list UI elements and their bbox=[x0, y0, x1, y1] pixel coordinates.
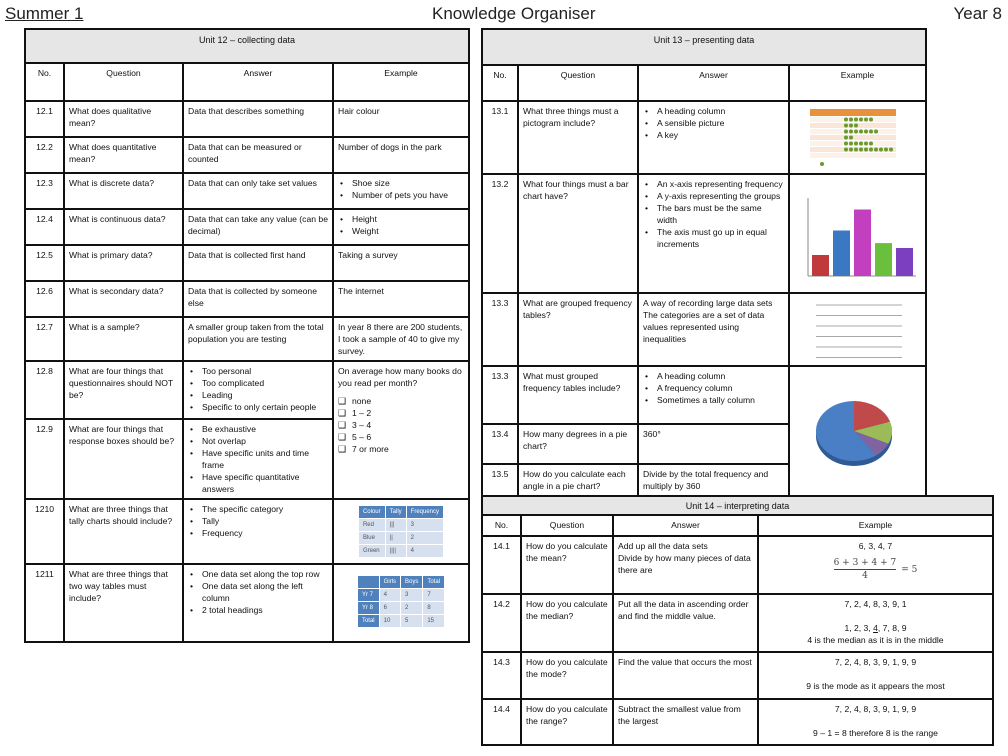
survey-question: On average how many books do you read per month? bbox=[338, 366, 462, 388]
answer bbox=[183, 361, 333, 419]
row-number: 12.2 bbox=[25, 137, 64, 173]
answer-text: 360° bbox=[643, 429, 661, 439]
row-number: 13.4 bbox=[482, 424, 518, 464]
row-number: 1211 bbox=[25, 564, 64, 642]
question: How many degrees in a pie chart? bbox=[518, 424, 638, 464]
column-header: Question bbox=[521, 515, 613, 536]
answer-text-list bbox=[643, 370, 784, 406]
pie-chart-image bbox=[794, 381, 924, 481]
example bbox=[333, 317, 469, 361]
example-data: 7, 2, 4, 8, 3, 9, 1, 9, 9 bbox=[834, 657, 917, 667]
table-row bbox=[25, 245, 469, 281]
two-way-table-cell: 5 bbox=[401, 615, 422, 627]
example-explanation: 9 is the mode as it appears the most bbox=[806, 681, 945, 691]
survey-option-checkbox: ❑ 1 – 2 bbox=[338, 407, 464, 419]
answer-text-list bbox=[188, 503, 328, 539]
column-header: No. bbox=[482, 515, 521, 536]
table-row bbox=[482, 366, 926, 424]
answer bbox=[638, 101, 789, 174]
answer-text-item: • The bars must be the same width bbox=[643, 202, 784, 226]
pictogram-symbol bbox=[869, 148, 873, 152]
answer-text-item: • Leading bbox=[188, 389, 328, 401]
example bbox=[758, 594, 993, 652]
unit14-title: Unit 14 – interpreting data bbox=[481, 495, 994, 516]
two-way-table-cell: Girls bbox=[380, 576, 400, 588]
unit13-title: Unit 13 – presenting data bbox=[481, 28, 927, 66]
pictogram-symbol bbox=[849, 148, 853, 152]
answer bbox=[183, 281, 333, 317]
tally-table-cell: ||| bbox=[386, 519, 406, 531]
example-pie-chart bbox=[789, 366, 926, 498]
row-number: 13.3 bbox=[482, 366, 518, 424]
example-two-way-table bbox=[333, 564, 469, 642]
two-way-table-row bbox=[358, 589, 444, 601]
pictogram-symbol bbox=[859, 148, 863, 152]
term-label: Summer 1 bbox=[5, 4, 84, 23]
bar bbox=[875, 243, 892, 276]
two-way-table-row bbox=[358, 576, 444, 588]
example-grouped-frequency-table bbox=[789, 293, 926, 366]
pictogram-symbol bbox=[889, 148, 893, 152]
pictogram-symbol bbox=[849, 124, 853, 128]
bar bbox=[812, 255, 829, 276]
year-label: Year 8 bbox=[953, 4, 1002, 23]
row-number: 12.9 bbox=[25, 419, 64, 499]
answer-text-item: • The specific category bbox=[188, 503, 328, 515]
tally-table-cell: || bbox=[386, 532, 406, 544]
row-number: 12.7 bbox=[25, 317, 64, 361]
question: What is primary data? bbox=[64, 245, 183, 281]
example-text-item: • Weight bbox=[338, 225, 464, 237]
example-text: In year 8 there are 200 students, I took a sample of 40 to give my survey. bbox=[338, 322, 463, 356]
example-explanation: 9 – 1 = 8 therefore 8 is the range bbox=[813, 728, 938, 738]
answer-text-item: • An x-axis representing frequency bbox=[643, 178, 784, 190]
question: How do you calculate each angle in a pie chart? bbox=[518, 464, 638, 498]
column-header: No. bbox=[25, 63, 64, 101]
answer-text: Data that is collected first hand bbox=[188, 250, 306, 260]
answer-text: A way of recording large data sets The categories are a set of data values represented using inequalities bbox=[643, 298, 773, 344]
two-way-table-cell: 10 bbox=[380, 615, 400, 627]
two-way-table-cell: Yr 7 bbox=[358, 589, 379, 601]
table-row bbox=[482, 594, 993, 652]
mean-formula bbox=[834, 557, 918, 582]
answer-text-list bbox=[188, 568, 328, 616]
answer bbox=[183, 101, 333, 137]
answer-text-item: • A frequency column bbox=[643, 382, 784, 394]
pictogram-symbol bbox=[854, 124, 858, 128]
question: What must grouped frequency tables include? bbox=[518, 366, 638, 424]
answer-text-item: • Sometimes a tally column bbox=[643, 394, 784, 406]
row-number: 14.3 bbox=[482, 652, 521, 699]
column-header: Answer bbox=[613, 515, 758, 536]
row-number: 13.3 bbox=[482, 293, 518, 366]
answer bbox=[183, 245, 333, 281]
table-row bbox=[25, 173, 469, 209]
answer bbox=[183, 499, 333, 564]
answer-text-item: • 2 total headings bbox=[188, 604, 328, 616]
tally-table-cell: Green bbox=[359, 545, 385, 557]
row-number: 12.8 bbox=[25, 361, 64, 419]
bar-chart-image bbox=[794, 178, 924, 286]
survey-options bbox=[338, 395, 464, 455]
answer bbox=[638, 293, 789, 366]
example-text-list bbox=[338, 213, 464, 237]
tally-table-cell: Colour bbox=[359, 506, 385, 518]
page-title: Knowledge Organiser bbox=[432, 4, 596, 23]
answer-text-item: • A heading column bbox=[643, 105, 784, 117]
survey-option-checkbox: ❑ 3 – 4 bbox=[338, 419, 464, 431]
pictogram-symbol bbox=[859, 130, 863, 134]
header-row bbox=[482, 515, 993, 536]
table-row bbox=[25, 281, 469, 317]
denominator: 4 bbox=[862, 571, 868, 581]
answer-text-item: • A y-axis representing the groups bbox=[643, 190, 784, 202]
answer-text: Data that describes something bbox=[188, 106, 305, 116]
pictogram-image bbox=[794, 105, 924, 167]
result: = 5 bbox=[901, 564, 918, 575]
question: What is secondary data? bbox=[64, 281, 183, 317]
answer-text: Find the value that occurs the most bbox=[618, 657, 752, 667]
row-number: 14.4 bbox=[482, 699, 521, 745]
answer bbox=[638, 464, 789, 498]
pictogram-symbol bbox=[844, 130, 848, 134]
example-text: The internet bbox=[338, 286, 384, 296]
question: How do you calculate the mean? bbox=[521, 536, 613, 594]
two-way-table-row bbox=[358, 615, 444, 627]
pictogram-symbol bbox=[844, 124, 848, 128]
example-explanation: 4 is the median as it is in the middle bbox=[807, 635, 944, 645]
answer-text: Put all the data in ascending order and find the middle value. bbox=[618, 599, 749, 621]
row-number: 1210 bbox=[25, 499, 64, 564]
column-header: Answer bbox=[183, 63, 333, 101]
example bbox=[333, 173, 469, 209]
tally-table-cell: 3 bbox=[407, 519, 443, 531]
two-way-table-cell: 7 bbox=[423, 589, 444, 601]
answer-text-item: • Too personal bbox=[188, 365, 328, 377]
question: What does qualitative mean? bbox=[64, 101, 183, 137]
question: What are four things that questionnaires should NOT be? bbox=[64, 361, 183, 419]
answer bbox=[613, 594, 758, 652]
tally-table-row bbox=[359, 506, 443, 518]
table-row bbox=[482, 174, 926, 293]
answer-text-item: • Have specific units and time frame bbox=[188, 447, 328, 471]
bar bbox=[854, 210, 871, 277]
table-row bbox=[25, 137, 469, 173]
answer bbox=[183, 564, 333, 642]
tally-table-cell: Frequency bbox=[407, 506, 443, 518]
answer-text: Add up all the data sets Divide by how many pieces of data there are bbox=[618, 541, 751, 575]
two-way-table-cell: 6 bbox=[380, 602, 400, 614]
column-header: Example bbox=[758, 515, 993, 536]
answer-text-list bbox=[188, 365, 328, 413]
pictogram-symbol bbox=[854, 148, 858, 152]
table-row bbox=[25, 101, 469, 137]
answer bbox=[183, 209, 333, 245]
answer-text-item: • Frequency bbox=[188, 527, 328, 539]
pictogram-symbol bbox=[844, 148, 848, 152]
example-text-list bbox=[338, 177, 464, 201]
table-row bbox=[482, 293, 926, 366]
example-text-item: • Number of pets you have bbox=[338, 189, 464, 201]
example-pictogram bbox=[789, 101, 926, 174]
row-number: 12.6 bbox=[25, 281, 64, 317]
column-header: Example bbox=[789, 65, 926, 101]
pictogram-symbol bbox=[859, 118, 863, 122]
table-row bbox=[482, 536, 993, 594]
answer-text: A smaller group taken from the total population you are testing bbox=[188, 322, 324, 344]
table-row bbox=[25, 564, 469, 642]
column-header: No. bbox=[482, 65, 518, 101]
example-data: 6, 3, 4, 7 bbox=[858, 541, 893, 551]
tally-table-cell: |||| bbox=[386, 545, 406, 557]
answer-text-item: • Not overlap bbox=[188, 435, 328, 447]
answer bbox=[613, 536, 758, 594]
survey-option-checkbox: ❑ 5 – 6 bbox=[338, 431, 464, 443]
tally-table-cell: Red bbox=[359, 519, 385, 531]
question: What is a sample? bbox=[64, 317, 183, 361]
question: How do you calculate the range? bbox=[521, 699, 613, 745]
example-text: Number of dogs in the park bbox=[338, 142, 442, 152]
answer-text: Data that is collected by someone else bbox=[188, 286, 317, 308]
question: What are three things that two way tables must include? bbox=[64, 564, 183, 642]
unit13-table bbox=[481, 64, 927, 499]
question: What is discrete data? bbox=[64, 173, 183, 209]
answer-text-list bbox=[643, 105, 784, 141]
header-row bbox=[482, 65, 926, 101]
answer-text-item: • A heading column bbox=[643, 370, 784, 382]
example bbox=[333, 101, 469, 137]
pictogram-symbol bbox=[874, 130, 878, 134]
column-header: Answer bbox=[638, 65, 789, 101]
two-way-table-cell: Total bbox=[358, 615, 379, 627]
example-text-item: • Shoe size bbox=[338, 177, 464, 189]
two-way-table-cell: 4 bbox=[380, 589, 400, 601]
column-header: Question bbox=[518, 65, 638, 101]
answer-text-item: • One data set along the top row bbox=[188, 568, 328, 580]
ordered-after: , 7, 8, 9 bbox=[877, 623, 907, 633]
two-way-table-cell: Total bbox=[423, 576, 444, 588]
example-data: 7, 2, 4, 8, 3, 9, 1 bbox=[844, 599, 907, 609]
pictogram-symbol bbox=[849, 118, 853, 122]
answer-text-item: • The axis must go up in equal increments bbox=[643, 226, 784, 250]
example-text: Hair colour bbox=[338, 106, 380, 116]
question: What are grouped frequency tables? bbox=[518, 293, 638, 366]
question: How do you calculate the mode? bbox=[521, 652, 613, 699]
answer-text: Subtract the smallest value from the largest bbox=[618, 704, 741, 726]
answer-text-item: • Be exhaustive bbox=[188, 423, 328, 435]
pictogram-symbol bbox=[864, 142, 868, 146]
example-bar-chart bbox=[789, 174, 926, 293]
example bbox=[333, 209, 469, 245]
pictogram-symbol bbox=[849, 142, 853, 146]
pictogram-symbol bbox=[854, 118, 858, 122]
answer bbox=[183, 173, 333, 209]
table-row bbox=[482, 699, 993, 745]
example bbox=[758, 652, 993, 699]
answer-text: Data that can be measured or counted bbox=[188, 142, 302, 164]
answer bbox=[613, 699, 758, 745]
median-value: 4 bbox=[873, 623, 878, 633]
row-number: 14.2 bbox=[482, 594, 521, 652]
question: What are three things that tally charts should include? bbox=[64, 499, 183, 564]
row-number: 13.5 bbox=[482, 464, 518, 498]
answer-text-item: • Have specific quantitative answers bbox=[188, 471, 328, 495]
question: What three things must a pictogram include? bbox=[518, 101, 638, 174]
row-number: 12.5 bbox=[25, 245, 64, 281]
two-way-table-cell bbox=[358, 576, 379, 588]
header-row bbox=[25, 63, 469, 101]
pictogram-row bbox=[810, 153, 896, 158]
answer-text-item: • One data set along the left column bbox=[188, 580, 328, 604]
answer bbox=[613, 652, 758, 699]
example bbox=[333, 137, 469, 173]
pictogram-key-symbol bbox=[820, 162, 824, 166]
ordered-data bbox=[763, 622, 988, 634]
numerator: 6 + 3 + 4 + 7 bbox=[833, 558, 897, 568]
row-number: 12.3 bbox=[25, 173, 64, 209]
example bbox=[758, 699, 993, 745]
tally-table-cell: Tally bbox=[386, 506, 406, 518]
fraction bbox=[834, 557, 897, 582]
pictogram-header bbox=[810, 109, 896, 116]
two-way-table-cell: Yr 8 bbox=[358, 602, 379, 614]
pictogram-symbol bbox=[869, 142, 873, 146]
tally-table-cell: Blue bbox=[359, 532, 385, 544]
question: What are four things that response boxes should be? bbox=[64, 419, 183, 499]
example-data: 7, 2, 4, 8, 3, 9, 1, 9, 9 bbox=[834, 704, 917, 714]
question: How do you calculate the median? bbox=[521, 594, 613, 652]
table-row bbox=[482, 652, 993, 699]
row-number: 12.1 bbox=[25, 101, 64, 137]
pictogram-symbol bbox=[844, 142, 848, 146]
answer-text-item: • Specific to only certain people bbox=[188, 401, 328, 413]
tally-table-cell: 4 bbox=[407, 545, 443, 557]
two-way-table-row bbox=[358, 602, 444, 614]
example-survey bbox=[333, 361, 469, 499]
grouped-table-image bbox=[794, 297, 924, 359]
pictogram-symbol bbox=[849, 136, 853, 140]
table-row bbox=[25, 361, 469, 419]
answer-text-item: • Too complicated bbox=[188, 377, 328, 389]
answer-text-item: • A key bbox=[643, 129, 784, 141]
unit12-table bbox=[24, 62, 470, 643]
example-tally-chart bbox=[333, 499, 469, 564]
row-number: 13.2 bbox=[482, 174, 518, 293]
pictogram-symbol bbox=[859, 142, 863, 146]
answer bbox=[638, 366, 789, 424]
question: What does quantitative mean? bbox=[64, 137, 183, 173]
two-way-table-cell: 2 bbox=[401, 602, 422, 614]
example bbox=[758, 536, 993, 594]
question: What four things must a bar chart have? bbox=[518, 174, 638, 293]
pictogram-symbol bbox=[864, 118, 868, 122]
pictogram-symbol bbox=[844, 118, 848, 122]
answer bbox=[183, 419, 333, 499]
pictogram-symbol bbox=[854, 130, 858, 134]
table-row bbox=[25, 317, 469, 361]
tally-table-row bbox=[359, 545, 443, 557]
pictogram-symbol bbox=[874, 148, 878, 152]
row-number: 14.1 bbox=[482, 536, 521, 594]
bar bbox=[833, 231, 850, 277]
table-row bbox=[482, 101, 926, 174]
tally-table-row bbox=[359, 519, 443, 531]
answer bbox=[183, 137, 333, 173]
pictogram-symbol bbox=[844, 136, 848, 140]
pictogram-symbol bbox=[864, 148, 868, 152]
answer-text-list bbox=[643, 178, 784, 250]
pictogram-symbol bbox=[869, 118, 873, 122]
tally-table-cell: 2 bbox=[407, 532, 443, 544]
two-way-table-cell: 15 bbox=[423, 615, 444, 627]
pictogram-symbol bbox=[849, 130, 853, 134]
example-text: Taking a survey bbox=[338, 250, 398, 260]
answer bbox=[638, 174, 789, 293]
pictogram-symbol bbox=[884, 148, 888, 152]
two-way-table bbox=[357, 575, 445, 628]
answer-text-item: • Tally bbox=[188, 515, 328, 527]
answer-text: Divide by the total frequency and multiply by 360 bbox=[643, 469, 769, 491]
survey-option-checkbox: ❑ none bbox=[338, 395, 464, 407]
answer-text: Data that can only take set values bbox=[188, 178, 317, 188]
survey-option-checkbox: ❑ 7 or more bbox=[338, 443, 464, 455]
example bbox=[333, 245, 469, 281]
ordered-before: 1, 2, 3, bbox=[844, 623, 874, 633]
answer-text: Data that can take any value (can be decimal) bbox=[188, 214, 328, 236]
unit12-title: Unit 12 – collecting data bbox=[24, 28, 470, 64]
table-row bbox=[25, 209, 469, 245]
two-way-table-cell: Boys bbox=[401, 576, 422, 588]
answer-text-item: • A sensible picture bbox=[643, 117, 784, 129]
answer bbox=[638, 424, 789, 464]
pictogram-symbol bbox=[854, 142, 858, 146]
example bbox=[333, 281, 469, 317]
two-way-table-cell: 3 bbox=[401, 589, 422, 601]
pictogram-symbol bbox=[879, 148, 883, 152]
column-header: Example bbox=[333, 63, 469, 101]
bar bbox=[896, 248, 913, 276]
example-text-item: • Height bbox=[338, 213, 464, 225]
tally-table bbox=[358, 505, 444, 558]
pictogram-symbol bbox=[869, 130, 873, 134]
question: What is continuous data? bbox=[64, 209, 183, 245]
answer-text-list bbox=[188, 423, 328, 495]
table-row bbox=[25, 499, 469, 564]
column-header: Question bbox=[64, 63, 183, 101]
unit14-table bbox=[481, 514, 994, 746]
row-number: 12.4 bbox=[25, 209, 64, 245]
answer bbox=[183, 317, 333, 361]
row-number: 13.1 bbox=[482, 101, 518, 174]
two-way-table-cell: 8 bbox=[423, 602, 444, 614]
tally-table-row bbox=[359, 532, 443, 544]
pictogram-symbol bbox=[864, 130, 868, 134]
